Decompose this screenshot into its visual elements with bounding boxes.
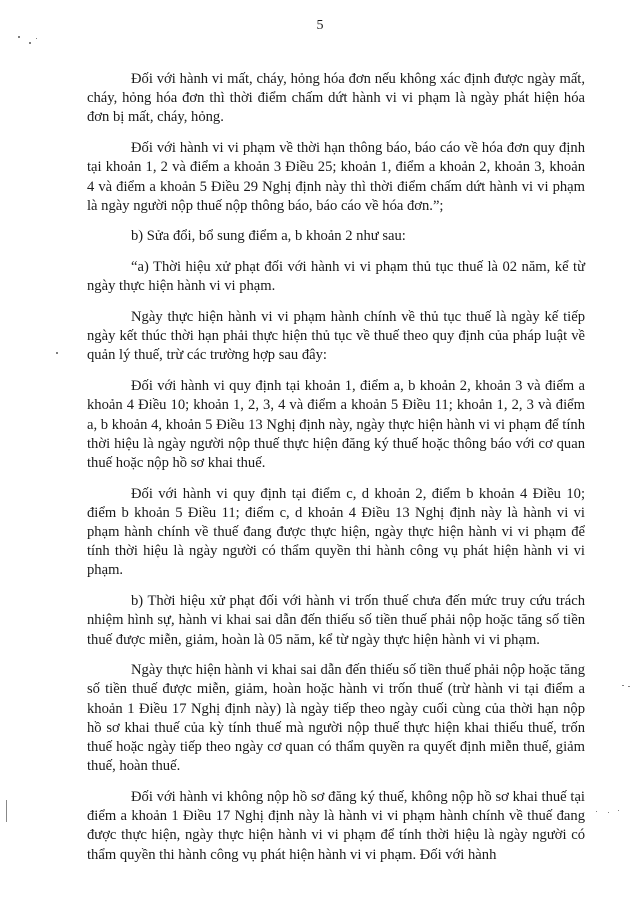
paragraph: Đối với hành vi quy định tại khoản 1, điểm a, b khoản 2, khoản 3 và điểm a khoản 4 Điều 10; khoản 1, 2, 3, 4 và điểm a khoản 5 Điều 11; khoản 1, 2, 3 và điểm a, b khoản 4, khoản 5 Điều 13 Nghị định này, ngày thực hiện hành vi vi phạm để tính thời hiệu là ngày người nộp thuế thực hiện đăng ký thuế hoặc thông báo với cơ quan thuế hoặc nộp hồ sơ khai thuế. (87, 378, 585, 471)
paragraph: b) Thời hiệu xử phạt đối với hành vi trốn thuế chưa đến mức truy cứu trách nhiệm hình sự, hành vi khai sai dẫn đến thiếu số tiền thuế phải nộp hoặc tăng số tiền thuế được miễn, giảm, hoàn là 05 năm, kể từ ngày thực hiện hành vi vi phạm. (87, 593, 585, 648)
paragraph: Ngày thực hiện hành vi khai sai dẫn đến thiếu số tiền thuế phải nộp hoặc tăng số tiền thuế được miễn, giảm, hoàn hoặc hành vi trốn thuế (trừ hành vi tại điểm a khoản 1 Điều 17 Nghị định này) là ngày tiếp theo ngày cuối cùng của thời hạn nộp hồ sơ khai thuế của kỳ tính thuế mà người nộp thuế thực hiện khai thiếu thuế, trốn thuế hoặc ngày tiếp theo ngày cơ quan có thẩm quyền ra quyết định miễn thuế, giảm thuế, hoàn thuế. (87, 662, 585, 775)
paragraph: Đối với hành vi mất, cháy, hỏng hóa đơn nếu không xác định được ngày mất, cháy, hỏng hóa đơn thì thời điểm chấm dứt hành vi vi phạm là ngày phát hiện hóa đơn bị mất, cháy, hỏng. (87, 71, 585, 126)
paragraph: Đối với hành vi vi phạm về thời hạn thông báo, báo cáo về hóa đơn quy định tại khoản 1, 2 và điểm a khoản 3 Điều 25; khoản 1, điểm a khoản 2, khoản 3, khoản 4 và điểm a khoản 5 Điều 29 Nghị định này thì thời điểm chấm dứt hành vi vi phạm là ngày người nộp thuế nộp thông báo, báo cáo về hóa đơn.”; (87, 140, 585, 214)
scan-speck (608, 812, 609, 813)
scan-speck (56, 352, 58, 354)
page-number: 5 (316, 18, 324, 33)
scan-margin-mark (6, 800, 7, 822)
scan-speck (18, 36, 20, 38)
paragraph: Đối với hành vi không nộp hồ sơ đăng ký thuế, không nộp hồ sơ khai thuế tại điểm a khoản 1 Điều 17 Nghị định này là hành vi vi phạm hành chính về thuế đang được thực hiện, ngày thực hiện hành vi vi phạm để tính thời hiệu là ngày người có thẩm quyền thi hành công vụ phát hiện hành vi vi phạm. Đối với hành (87, 789, 585, 863)
scan-speck (29, 42, 31, 44)
scan-speck (36, 38, 37, 39)
paragraph: Ngày thực hiện hành vi vi phạm hành chính về thủ tục thuế là ngày kế tiếp ngày kết thúc thời hạn phải thực hiện thủ tục về thuế theo quy định của pháp luật về quản lý thuế, trừ các trường hợp sau đây: (87, 309, 585, 364)
paragraph: “a) Thời hiệu xử phạt đối với hành vi vi phạm thủ tục thuế là 02 năm, kể từ ngày thực hiện hành vi vi phạm. (87, 259, 585, 295)
scan-speck (618, 810, 619, 811)
paragraph: b) Sửa đổi, bổ sung điểm a, b khoản 2 như sau: (131, 228, 406, 245)
scan-speck (622, 685, 624, 686)
paragraph: Đối với hành vi quy định tại điểm c, d khoản 2, điểm b khoản 4 Điều 10; điểm b khoản 5 Điều 11; điểm c, d khoản 4 Điều 13 Nghị định này là hành vi vi phạm hành chính về thuế đang được thực hiện, ngày thực hiện hành vi vi phạm để tính thời hiệu là ngày người có thẩm quyền thi hành công vụ phát hiện hành vi vi phạm. (87, 485, 585, 579)
scan-speck (596, 811, 597, 812)
scan-speck (628, 686, 630, 687)
document-body (87, 70, 585, 876)
